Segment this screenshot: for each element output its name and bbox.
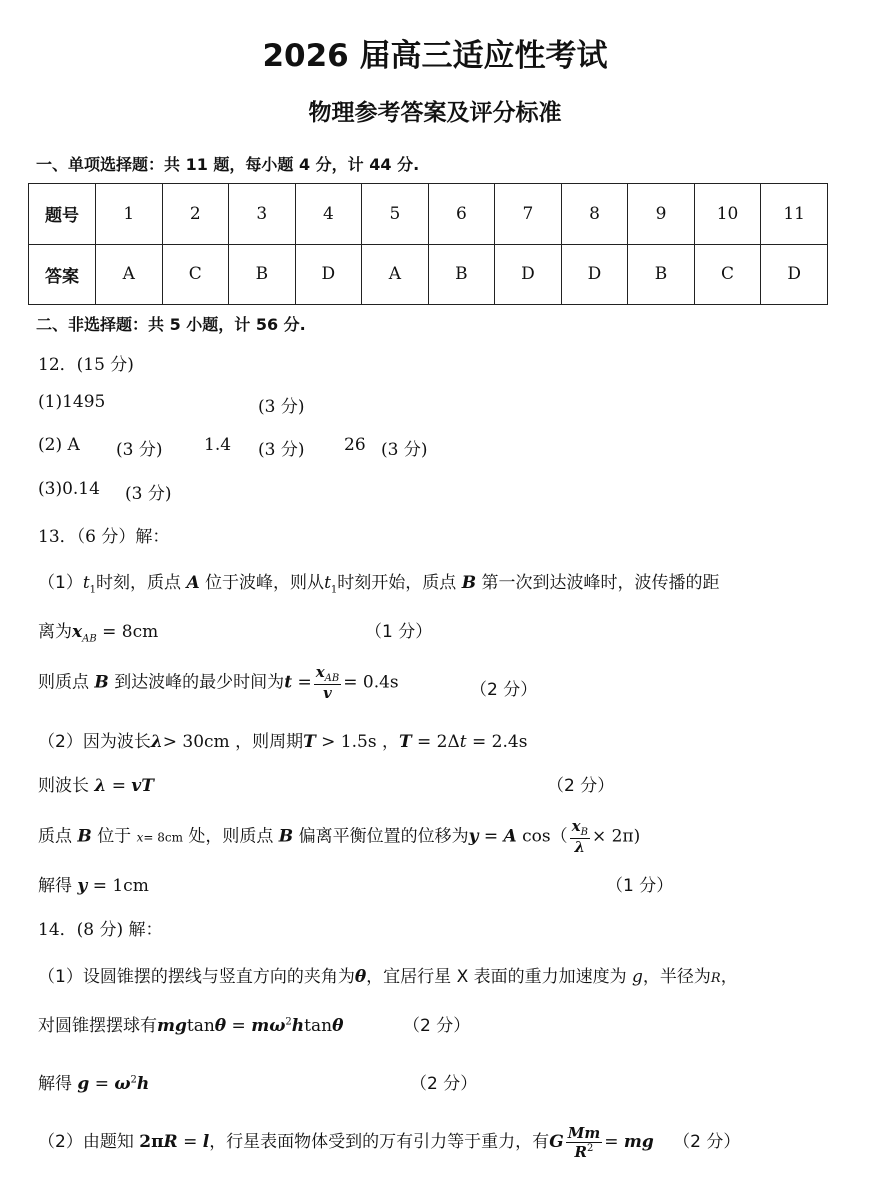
var-mg: mg — [157, 1016, 187, 1036]
q13-line5 — [38, 771, 154, 796]
var-y: y — [77, 876, 88, 896]
text: 离为 — [38, 622, 72, 642]
var-l: l — [202, 1132, 210, 1152]
text: （2）因为波长 — [38, 732, 151, 752]
text: （1） — [38, 573, 83, 593]
q14-line2 — [38, 1011, 343, 1036]
answer-cell: C — [694, 244, 761, 305]
var-lambda: λ — [94, 776, 107, 796]
var-A: A — [186, 573, 200, 593]
question-number: 3 — [229, 184, 296, 245]
q12-part3-answer: (3)0.14 — [38, 479, 100, 499]
var-g: g — [77, 1074, 90, 1094]
answer-cell: A — [96, 244, 163, 305]
var-mg: mg — [623, 1132, 654, 1152]
answer-cell: C — [162, 244, 229, 305]
score: （2 分） — [673, 1132, 741, 1152]
var-m-omega: mω — [251, 1016, 286, 1036]
var-y: y — [468, 826, 479, 847]
question-number: 5 — [362, 184, 429, 245]
var-omega: ω — [114, 1074, 131, 1094]
section1-heading: 一、单项选择题：共 11 题，每小题 4 分，计 44 分. — [36, 155, 420, 174]
text: 对圆锥摆摆球有 — [38, 1016, 157, 1036]
question-number: 11 — [761, 184, 828, 245]
text: 位于 — [97, 826, 132, 847]
q14-line3 — [38, 1069, 149, 1094]
var-lambda: λ — [150, 732, 163, 752]
var-t: t — [82, 573, 90, 593]
var-theta: θ — [332, 1016, 344, 1036]
var-T: T — [303, 732, 316, 752]
var-B: B — [461, 573, 477, 593]
value: = 8cm — [143, 830, 183, 845]
var-t: t — [284, 672, 293, 693]
q13-line3 — [38, 664, 399, 702]
answer-cell: B — [628, 244, 695, 305]
page-title: 2026 届高三适应性考试 — [262, 38, 608, 74]
text: × 2π) — [591, 826, 641, 847]
question-number: 7 — [495, 184, 562, 245]
superscript: 2 — [587, 1142, 594, 1154]
var-R: R — [574, 1142, 587, 1161]
text: 偏离平衡位置的位移为 — [298, 826, 469, 847]
q14-line2-score: （2 分） — [403, 1016, 471, 1036]
subscript: B — [580, 827, 588, 838]
equals: = — [483, 826, 499, 847]
text: 位于波峰，则从 — [205, 573, 325, 593]
text: > 1.5s ， — [321, 732, 399, 752]
var-T: T — [398, 732, 412, 752]
q12-part2-answer-c: 26 — [344, 435, 366, 455]
question-number: 1 — [96, 184, 163, 245]
var-2pi: 2π — [139, 1132, 164, 1152]
equals: = — [183, 1132, 198, 1152]
answer-cell: D — [495, 244, 562, 305]
q14-heading: 14．(8 分) 解： — [38, 920, 163, 940]
q13-line2 — [38, 617, 158, 644]
text: ，宜居行星 X 表面的重力加速度为 — [366, 967, 627, 987]
text: 则质点 — [38, 672, 89, 693]
q12-part3-score: (3 分) — [125, 484, 172, 504]
tan: tan — [304, 1016, 333, 1036]
equals: = — [297, 672, 312, 693]
subscript: 1 — [330, 584, 338, 596]
text: ，半径为 — [642, 967, 711, 987]
var-theta: θ — [214, 1016, 227, 1036]
text: ，行星表面物体受到的万有引力等于重力，有 — [209, 1132, 550, 1152]
q12-part2-score-c: (3 分) — [381, 440, 428, 460]
var-G: G — [549, 1132, 564, 1152]
q12-part2-score-a: (3 分) — [116, 440, 163, 460]
q13-line4 — [38, 727, 527, 752]
value: = 1cm — [92, 876, 149, 896]
q12-part1-answer: (1)1495 — [38, 392, 106, 412]
question-number: 8 — [561, 184, 628, 245]
section2-heading: 二、非选择题：共 5 小题，计 56 分. — [36, 315, 306, 334]
q14-line3-score: （2 分） — [410, 1074, 478, 1094]
row-label-question: 题号 — [29, 184, 96, 245]
q13-line2-score: （1 分） — [365, 622, 433, 642]
q14-line1 — [38, 962, 738, 987]
equals: = — [231, 1016, 246, 1036]
answer-table — [28, 183, 828, 305]
question-number: 9 — [628, 184, 695, 245]
var-g: g — [632, 967, 643, 987]
text: （1）设圆锥摆的摆线与竖直方向的夹角为 — [38, 967, 355, 987]
fraction — [566, 1125, 602, 1160]
text: 时刻开始，质点 — [337, 573, 457, 593]
answer-cell: A — [362, 244, 429, 305]
q13-heading: 13．（6 分）解： — [38, 527, 170, 547]
fraction — [314, 664, 342, 702]
var-B: B — [278, 826, 294, 847]
text: 第一次到达波峰时，波传播的距 — [481, 573, 720, 593]
answer-cell: B — [229, 244, 296, 305]
text: 解得 — [38, 1074, 72, 1094]
text: > 30cm ，则周期 — [162, 732, 304, 752]
text: 到达波峰的最少时间为 — [114, 672, 285, 693]
q13-line3-score: （2 分） — [470, 680, 538, 700]
q13-line6 — [38, 818, 640, 856]
value: = 8cm — [102, 622, 159, 642]
var-R: R — [163, 1132, 178, 1152]
equals: = — [604, 1132, 619, 1152]
numerator: Mm — [567, 1124, 601, 1142]
q12-part2-score-b: (3 分) — [258, 440, 305, 460]
question-number: 6 — [428, 184, 495, 245]
question-number: 10 — [694, 184, 761, 245]
row-label-answer: 答案 — [29, 244, 96, 305]
var-theta: θ — [354, 967, 367, 987]
q14-line4 — [38, 1125, 740, 1160]
superscript: 2 — [130, 1074, 137, 1086]
var-B: B — [77, 826, 92, 847]
question-number: 4 — [295, 184, 362, 245]
answer-cell: D — [761, 244, 828, 305]
var-B: B — [94, 672, 109, 693]
answer-cell: D — [295, 244, 362, 305]
var-t: t — [459, 732, 467, 752]
numerator — [570, 818, 590, 839]
text: 则波长 — [38, 776, 89, 796]
answer-cell: B — [428, 244, 495, 305]
var-R: R — [710, 971, 721, 986]
answer-cell: D — [561, 244, 628, 305]
text: ， — [720, 967, 738, 987]
denominator — [566, 1143, 602, 1161]
page-subtitle: 物理参考答案及评分标准 — [308, 100, 562, 126]
superscript: 2 — [285, 1016, 292, 1028]
q12-heading: 12．(15 分) — [38, 355, 134, 375]
equals: = — [94, 1074, 109, 1094]
tan: tan — [186, 1016, 215, 1036]
text: 时刻，质点 — [96, 573, 182, 593]
table-row-questions — [29, 184, 828, 245]
denominator: λ — [574, 838, 586, 856]
subscript: AB — [82, 633, 97, 645]
value: = 2.4s — [472, 732, 528, 752]
subscript: 1 — [89, 584, 97, 596]
text: 处，则质点 — [188, 826, 274, 847]
q12-part2-answer-b: 1.4 — [204, 435, 232, 455]
equals: = — [111, 776, 126, 796]
q13-line7 — [38, 871, 149, 896]
text: = 2Δ — [417, 732, 460, 752]
q13-line5-score: （2 分） — [547, 776, 615, 796]
cos: cos（ — [522, 826, 568, 847]
var-t: t — [324, 573, 331, 593]
var-vT: vT — [131, 776, 154, 796]
var-x: x — [315, 663, 325, 681]
fraction — [570, 818, 590, 856]
q12-part2-answer-a: (2) A — [38, 435, 80, 455]
value: = 0.4s — [343, 672, 399, 693]
q13-line7-score: （1 分） — [606, 876, 674, 896]
denominator: v — [323, 684, 332, 702]
question-number: 2 — [162, 184, 229, 245]
var-A: A — [503, 826, 517, 847]
var-h: h — [136, 1074, 150, 1094]
q12-part1-score: (3 分) — [258, 397, 305, 417]
text: 解得 — [38, 876, 72, 896]
var-x: x — [72, 622, 83, 642]
table-row-answers — [29, 244, 828, 305]
numerator — [314, 664, 342, 685]
text: 质点 — [38, 826, 72, 847]
var-x: x — [136, 830, 144, 845]
var-h: h — [291, 1016, 305, 1036]
var-x: x — [571, 817, 581, 835]
text: （2）由题知 — [38, 1132, 134, 1152]
q13-line1 — [38, 568, 719, 595]
subscript: AB — [324, 673, 340, 684]
